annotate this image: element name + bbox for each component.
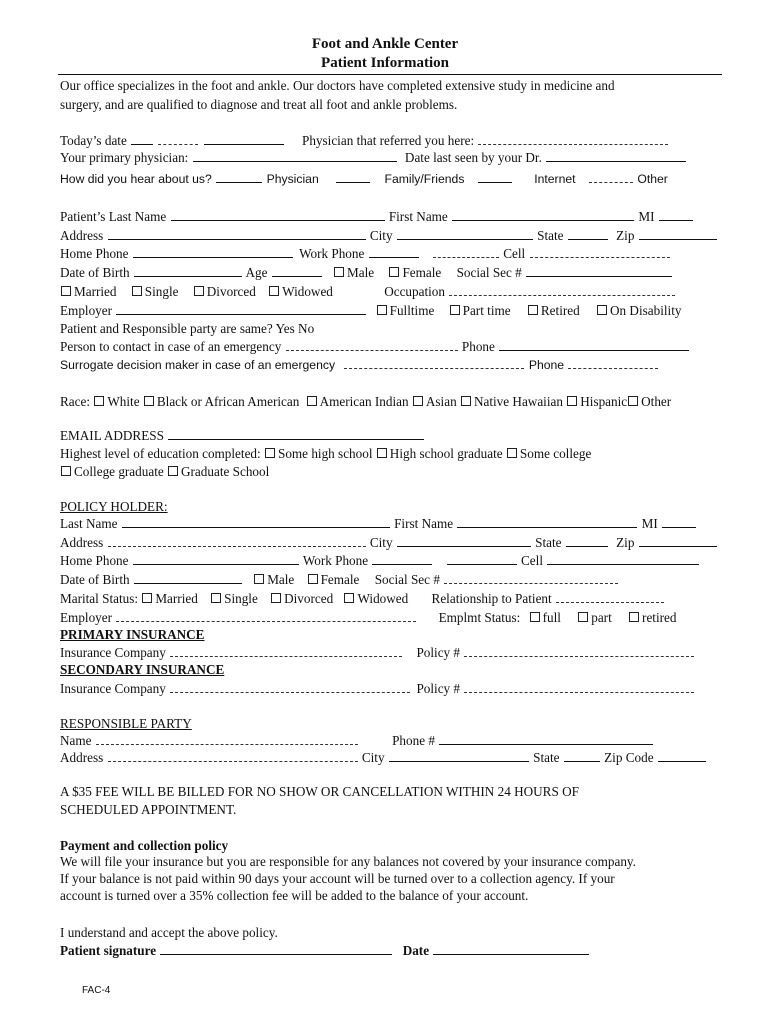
responsible-name-field[interactable]	[96, 733, 358, 745]
todays-date-field[interactable]	[131, 133, 153, 145]
race-black-checkbox[interactable]	[144, 396, 154, 406]
patient-female-checkbox[interactable]	[389, 267, 399, 277]
ph-city-field[interactable]	[397, 535, 531, 547]
ph-retired-checkbox[interactable]	[629, 612, 639, 622]
patient-fulltime-checkbox[interactable]	[377, 305, 387, 315]
race-indian-label: American Indian	[319, 394, 409, 409]
patient-last-name-field[interactable]	[171, 209, 385, 221]
ph-work-phone-field[interactable]	[372, 553, 432, 565]
responsible-party-heading: RESPONSIBLE PARTY	[60, 716, 192, 731]
ph-relationship-label: Relationship to Patient	[431, 591, 552, 606]
emergency-contact-label: Person to contact in case of an emergency	[60, 339, 282, 354]
primary-physician-label: Your primary physician:	[60, 150, 189, 165]
hear-physician-label: Physician	[266, 172, 319, 186]
patient-employer-row	[60, 303, 730, 319]
date-last-seen-field[interactable]	[546, 150, 686, 162]
patient-age-field[interactable]	[272, 265, 322, 277]
patient-dob-row	[60, 265, 730, 281]
ph-first-name-label: First Name	[394, 516, 454, 531]
secondary-insurance-row	[60, 681, 730, 697]
responsible-address-field[interactable]	[108, 750, 358, 762]
patient-employer-label: Employer	[60, 303, 113, 318]
ph-mi-field[interactable]	[662, 516, 696, 528]
payment-policy-line-2: If your balance is not paid within 90 days your account will be turned over to a collection agency. If your	[60, 871, 615, 886]
patient-work-phone-label: Work Phone	[299, 246, 365, 261]
patient-age-label: Age	[245, 265, 268, 280]
primary-insurance-heading: PRIMARY INSURANCE	[60, 627, 205, 642]
patient-state-label: State	[537, 228, 564, 243]
ph-employer-field[interactable]	[116, 610, 416, 622]
patient-widowed-checkbox[interactable]	[269, 286, 279, 296]
fee-notice-line-1: A $35 FEE WILL BE BILLED FOR NO SHOW OR CANCELLATION WITHIN 24 HOURS OF	[60, 784, 579, 799]
ph-last-name-label: Last Name	[60, 516, 118, 531]
ph-female-label: Female	[320, 572, 360, 587]
race-black-label: Black or African American	[156, 394, 300, 409]
ph-dob-field[interactable]	[134, 572, 242, 584]
patient-occupation-field[interactable]	[449, 284, 675, 296]
surrogate-row	[60, 357, 730, 373]
patient-male-checkbox[interactable]	[334, 267, 344, 277]
form-code: FAC-4	[82, 985, 111, 996]
patient-single-label: Single	[144, 284, 179, 299]
hear-internet-field[interactable]	[478, 171, 512, 183]
patient-disability-label: On Disability	[610, 303, 682, 318]
responsible-state-field[interactable]	[564, 750, 600, 762]
ph-full-label: full	[542, 610, 561, 625]
edu-graduate-label: Graduate School	[181, 464, 270, 479]
ph-widowed-label: Widowed	[357, 591, 409, 606]
primary-insurance-row	[60, 645, 730, 661]
surrogate-phone-field[interactable]	[568, 357, 658, 369]
race-hawaiian-label: Native Hawaiian	[473, 394, 563, 409]
responsible-state-label: State	[533, 750, 560, 765]
patient-signature-label: Patient signature	[60, 943, 157, 958]
race-hispanic-label: Hispanic	[580, 394, 628, 409]
primary-policy-label: Policy #	[416, 645, 461, 660]
ph-zip-label: Zip	[616, 535, 635, 550]
ph-first-name-field[interactable]	[457, 516, 637, 528]
patient-signature-field[interactable]	[160, 943, 392, 955]
primary-physician-field[interactable]	[193, 150, 397, 162]
ph-cell-label: Cell	[521, 553, 543, 568]
patient-mi-field[interactable]	[659, 209, 693, 221]
patient-address-row	[60, 228, 730, 244]
patient-divorced-checkbox[interactable]	[194, 286, 204, 296]
ph-full-checkbox[interactable]	[530, 612, 540, 622]
patient-name-row	[60, 209, 730, 225]
ph-ssn-label: Social Sec #	[374, 572, 440, 587]
hear-family-field[interactable]	[336, 171, 370, 183]
ph-married-label: Married	[155, 591, 198, 606]
ph-home-phone-label: Home Phone	[60, 553, 129, 568]
patient-divorced-label: Divorced	[206, 284, 256, 299]
todays-date-row	[60, 133, 730, 149]
fee-notice-line-2: SCHEDULED APPOINTMENT.	[60, 802, 237, 817]
education-row-2	[60, 464, 730, 480]
hear-other-label: Other	[637, 172, 668, 186]
ph-marital-label: Marital Status:	[60, 591, 139, 606]
referring-physician-label: Physician that referred you here:	[302, 133, 475, 148]
todays-date-field-2[interactable]	[158, 133, 198, 145]
responsible-address-row	[60, 750, 730, 766]
patient-city-label: City	[369, 228, 393, 243]
race-asian-label: Asian	[425, 394, 457, 409]
ph-state-label: State	[535, 535, 562, 550]
ph-female-checkbox[interactable]	[308, 574, 318, 584]
patient-retired-checkbox[interactable]	[528, 305, 538, 315]
ph-work-phone-label: Work Phone	[302, 553, 369, 568]
patient-dob-label: Date of Birth	[60, 265, 130, 280]
ph-emplmt-status-label: Emplmt Status:	[438, 610, 521, 625]
ph-part-label: part	[591, 610, 612, 625]
ph-mi-label: MI	[641, 516, 658, 531]
email-row	[60, 428, 730, 444]
payment-policy-line-1: We will file your insurance but you are responsible for any balances not covered by your insurance company.	[60, 854, 636, 869]
accept-policy-text: I understand and accept the above policy.	[60, 925, 278, 940]
edu-some-college-label: Some college	[519, 446, 592, 461]
patient-state-field[interactable]	[568, 228, 608, 240]
patient-dob-field[interactable]	[134, 265, 242, 277]
ph-state-field[interactable]	[566, 535, 608, 547]
signature-date-field[interactable]	[433, 943, 589, 955]
patient-marital-row	[60, 284, 730, 300]
ph-divorced-checkbox[interactable]	[271, 593, 281, 603]
patient-address-field[interactable]	[108, 228, 366, 240]
secondary-policy-field[interactable]	[464, 681, 694, 693]
hear-about-label: How did you hear about us?	[60, 172, 212, 186]
emergency-phone-field[interactable]	[499, 339, 689, 351]
patient-home-phone-label: Home Phone	[60, 246, 129, 261]
same-party-row: Patient and Responsible party are same? Yes No	[60, 321, 315, 336]
patient-last-name-label: Patient’s Last Name	[60, 209, 167, 224]
patient-work-phone-field-2[interactable]	[433, 246, 499, 258]
ph-single-label: Single	[224, 591, 258, 606]
responsible-name-row	[60, 733, 730, 749]
ph-name-row	[60, 516, 730, 532]
responsible-name-label: Name	[60, 733, 92, 748]
hear-physician-field[interactable]	[216, 171, 262, 183]
ph-zip-field[interactable]	[639, 535, 717, 547]
race-label: Race:	[60, 394, 91, 409]
secondary-insurance-company-label: Insurance Company	[60, 681, 166, 696]
ph-employer-label: Employer	[60, 610, 113, 625]
ph-divorced-label: Divorced	[284, 591, 334, 606]
secondary-policy-label: Policy #	[416, 681, 461, 696]
payment-policy-line-3: account is turned over a 35% collection fee will be added to the balance of your account.	[60, 888, 529, 903]
patient-cell-label: Cell	[503, 246, 526, 261]
patient-single-checkbox[interactable]	[132, 286, 142, 296]
edu-hs-grad-label: High school graduate	[389, 446, 503, 461]
primary-insurance-company-field[interactable]	[170, 645, 402, 657]
signature-row	[60, 943, 730, 959]
intro-line-1: Our office specializes in the foot and ankle. Our doctors have completed extensive study in medicine and	[60, 78, 615, 93]
race-hispanic-checkbox[interactable]	[567, 396, 577, 406]
ph-work-phone-field-2[interactable]	[447, 553, 517, 565]
patient-phone-row	[60, 246, 730, 262]
patient-mi-label: MI	[638, 209, 655, 224]
patient-married-label: Married	[74, 284, 117, 299]
ph-part-checkbox[interactable]	[578, 612, 588, 622]
form-title: Foot and Ankle Center	[311, 36, 459, 52]
todays-date-label: Today’s date	[60, 133, 127, 148]
responsible-phone-field[interactable]	[439, 733, 653, 745]
patient-first-name-field[interactable]	[452, 209, 634, 221]
emergency-contact-row	[60, 339, 730, 355]
patient-occupation-label: Occupation	[384, 284, 445, 299]
ph-cell-field[interactable]	[547, 553, 699, 565]
secondary-insurance-company-field[interactable]	[170, 681, 410, 693]
primary-policy-field[interactable]	[464, 645, 694, 657]
race-row	[60, 394, 730, 410]
patient-first-name-label: First Name	[388, 209, 448, 224]
ph-dob-label: Date of Birth	[60, 572, 130, 587]
ph-last-name-field[interactable]	[122, 516, 390, 528]
ph-relationship-field[interactable]	[556, 591, 664, 603]
race-white-label: White	[107, 394, 140, 409]
ph-retired-label: retired	[642, 610, 677, 625]
education-label: Highest level of education completed:	[60, 446, 261, 461]
date-last-seen-label: Date last seen by your Dr.	[404, 150, 542, 165]
responsible-city-label: City	[361, 750, 385, 765]
patient-parttime-label: Part time	[462, 303, 511, 318]
edu-college-grad-label: College graduate	[74, 464, 164, 479]
race-other-checkbox[interactable]	[628, 396, 638, 406]
ph-ssn-field[interactable]	[444, 572, 618, 584]
ph-dob-row	[60, 572, 730, 588]
race-other-label: Other	[641, 394, 672, 409]
patient-zip-field[interactable]	[639, 228, 717, 240]
responsible-phone-label: Phone #	[392, 733, 435, 748]
patient-city-field[interactable]	[397, 228, 533, 240]
patient-retired-label: Retired	[540, 303, 580, 318]
surrogate-field[interactable]	[344, 357, 524, 369]
surrogate-label: Surrogate decision maker in case of an emergency	[60, 358, 336, 372]
title-rule	[58, 74, 722, 75]
patient-parttime-checkbox[interactable]	[450, 305, 460, 315]
patient-cell-field[interactable]	[530, 246, 670, 258]
email-label: EMAIL ADDRESS	[60, 428, 164, 443]
patient-home-phone-field[interactable]	[133, 246, 293, 258]
patient-ssn-field[interactable]	[526, 265, 672, 277]
responsible-city-field[interactable]	[389, 750, 529, 762]
patient-female-label: Female	[402, 265, 442, 280]
ph-home-phone-field[interactable]	[133, 553, 299, 565]
emergency-contact-field[interactable]	[286, 339, 458, 351]
emergency-phone-label: Phone	[461, 339, 495, 354]
race-indian-checkbox[interactable]	[307, 396, 317, 406]
responsible-zip-field[interactable]	[658, 750, 706, 762]
patient-employer-field[interactable]	[116, 303, 366, 315]
patient-ssn-label: Social Sec #	[456, 265, 522, 280]
patient-work-phone-field[interactable]	[369, 246, 419, 258]
patient-address-label: Address	[60, 228, 104, 243]
ph-address-field[interactable]	[108, 535, 366, 547]
ph-marital-row	[60, 591, 730, 607]
email-field[interactable]	[168, 428, 424, 440]
patient-male-label: Male	[347, 265, 375, 280]
signature-date-label: Date	[402, 943, 430, 958]
ph-address-row	[60, 535, 730, 551]
intro-line-2: surgery, and are qualified to diagnose and treat all foot and ankle problems.	[60, 97, 458, 112]
primary-insurance-company-label: Insurance Company	[60, 645, 166, 660]
ph-city-label: City	[369, 535, 393, 550]
race-asian-checkbox[interactable]	[413, 396, 423, 406]
patient-widowed-label: Widowed	[282, 284, 333, 299]
edu-hs-grad-checkbox[interactable]	[377, 448, 387, 458]
patient-married-checkbox[interactable]	[61, 286, 71, 296]
ph-married-checkbox[interactable]	[142, 593, 152, 603]
policy-holder-heading	[60, 499, 730, 515]
ph-male-checkbox[interactable]	[254, 574, 264, 584]
todays-date-field-3[interactable]	[204, 133, 284, 145]
patient-zip-label: Zip	[616, 228, 635, 243]
edu-some-college-checkbox[interactable]	[507, 448, 517, 458]
form-subtitle: Patient Information	[321, 55, 449, 71]
primary-physician-row	[60, 150, 730, 166]
education-row	[60, 446, 730, 462]
edu-college-grad-checkbox[interactable]	[61, 466, 71, 476]
ph-address-label: Address	[60, 535, 104, 550]
hear-family-label: Family/Friends	[384, 172, 465, 186]
ph-male-label: Male	[267, 572, 295, 587]
secondary-insurance-heading: SECONDARY INSURANCE	[60, 662, 225, 677]
policy-holder-heading-text: POLICY HOLDER:	[60, 499, 168, 514]
surrogate-phone-label: Phone	[528, 358, 565, 372]
ph-employer-row	[60, 610, 730, 626]
ph-single-checkbox[interactable]	[211, 593, 221, 603]
hear-other-field[interactable]	[589, 171, 633, 183]
patient-disability-checkbox[interactable]	[597, 305, 607, 315]
responsible-zip-label: Zip Code	[604, 750, 654, 765]
race-white-checkbox[interactable]	[94, 396, 104, 406]
edu-some-hs-checkbox[interactable]	[265, 448, 275, 458]
edu-graduate-checkbox[interactable]	[168, 466, 178, 476]
payment-policy-heading: Payment and collection policy	[60, 838, 229, 853]
responsible-address-label: Address	[60, 750, 104, 765]
edu-some-hs-label: Some high school	[277, 446, 373, 461]
referring-physician-field[interactable]	[478, 133, 668, 145]
race-hawaiian-checkbox[interactable]	[461, 396, 471, 406]
ph-phone-row	[60, 553, 730, 569]
referral-source-row	[60, 171, 730, 187]
ph-widowed-checkbox[interactable]	[344, 593, 354, 603]
patient-fulltime-label: Fulltime	[389, 303, 435, 318]
hear-internet-label: Internet	[534, 172, 576, 186]
